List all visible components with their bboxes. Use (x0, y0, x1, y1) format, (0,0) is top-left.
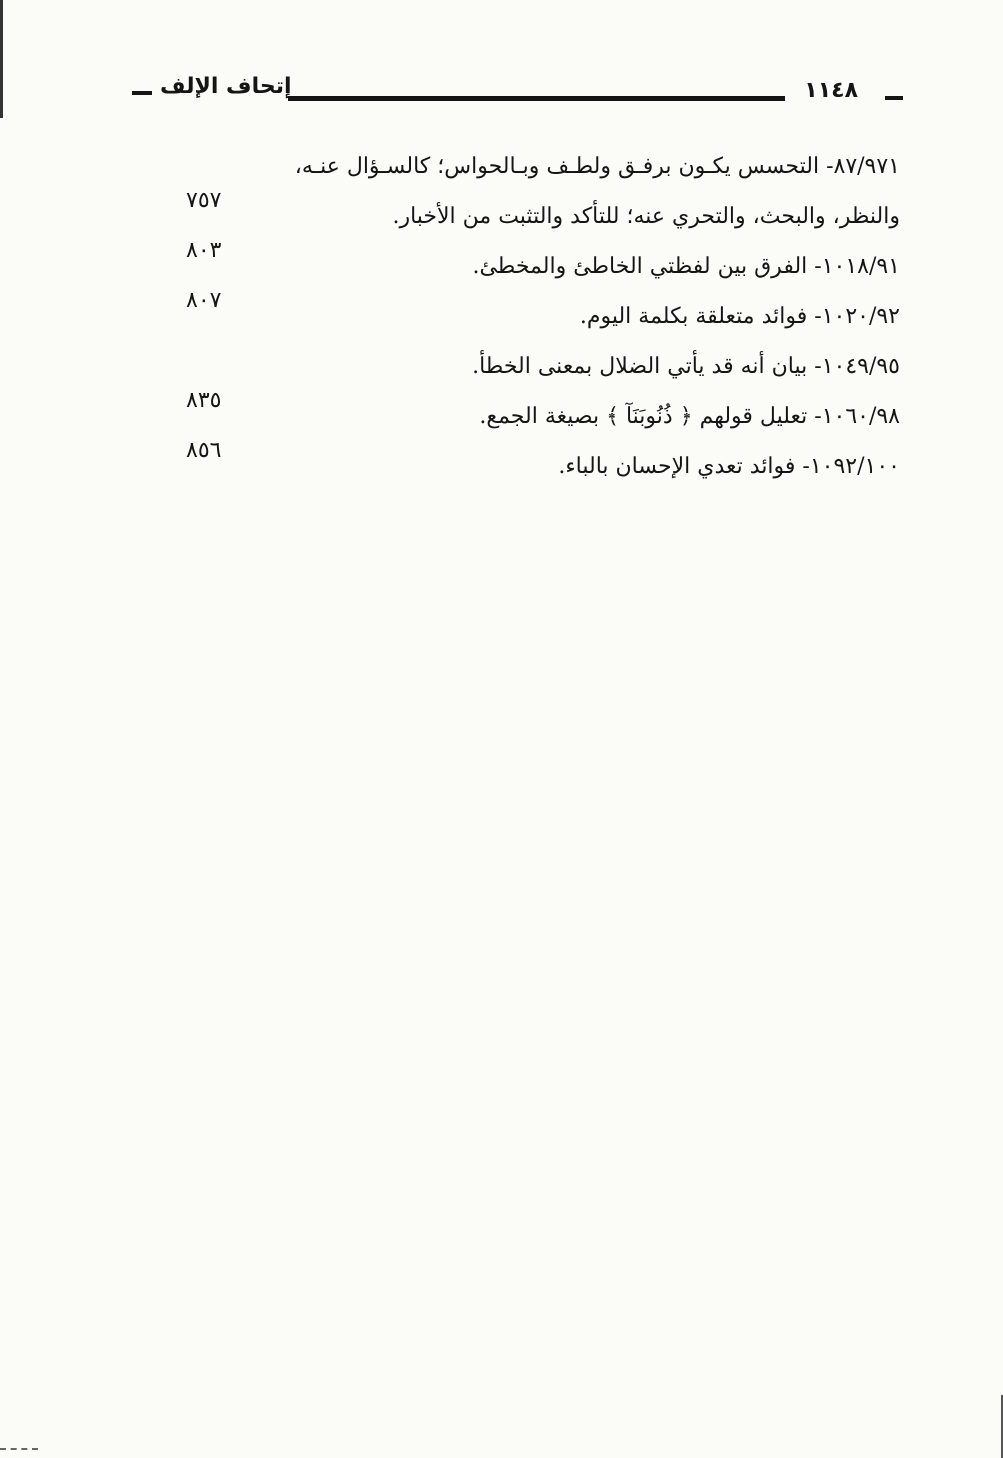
entry-text: ١٠٩٢/١٠٠- فوائد تعدي الإحسان بالباء. (558, 454, 900, 479)
book-title: إتحاف الإلف (160, 74, 292, 99)
header-dash-left (132, 91, 152, 95)
entry-text: ١٠١٨/٩١- الفرق بين لفظتي الخاطئ والمخطئ. (472, 254, 900, 279)
list-item (0, 438, 1003, 498)
list-item (0, 288, 1003, 348)
scan-edge-bottom (0, 1448, 38, 1450)
entry-text: ١٠٢٠/٩٢- فوائد متعلقة بكلمة اليوم. (579, 304, 900, 329)
page-number: ١١٤٨ (804, 78, 858, 103)
list-item (0, 238, 1003, 298)
entry-page-number: ٨٥٦ (186, 438, 222, 463)
list-item (0, 148, 1003, 198)
entry-page-number: ٨٣٥ (186, 388, 222, 413)
header-rule (288, 96, 785, 101)
entry-page-number: ٧٥٧ (186, 188, 222, 213)
entry-text: ١٠٦٠/٩٨- تعليل قولهم ﴿ ذُنُوبَنَآ ﴾ بصيغة الجمع. (479, 404, 900, 429)
list-item (0, 348, 1003, 398)
list-item (0, 388, 1003, 448)
header-dash-right (885, 96, 903, 100)
entry-text: ٨٧/٩٧١- التحسس يكـون برفـق ولطـف وبـالحواس؛ كالسـؤال عنـه، (294, 154, 900, 179)
running-header (0, 72, 1003, 112)
entry-text: ١٠٤٩/٩٥- بيان أنه قد يأتي الضلال بمعنى الخطأ. (472, 354, 900, 379)
index-entries (0, 148, 1003, 498)
entry-page-number: ٨٠٧ (186, 288, 222, 313)
entry-text: والنظر، والبحث، والتحري عنه؛ للتأكد والتثبت من الأخبار. (392, 204, 900, 229)
entry-page-number: ٨٠٣ (186, 238, 222, 263)
list-item (0, 188, 1003, 248)
